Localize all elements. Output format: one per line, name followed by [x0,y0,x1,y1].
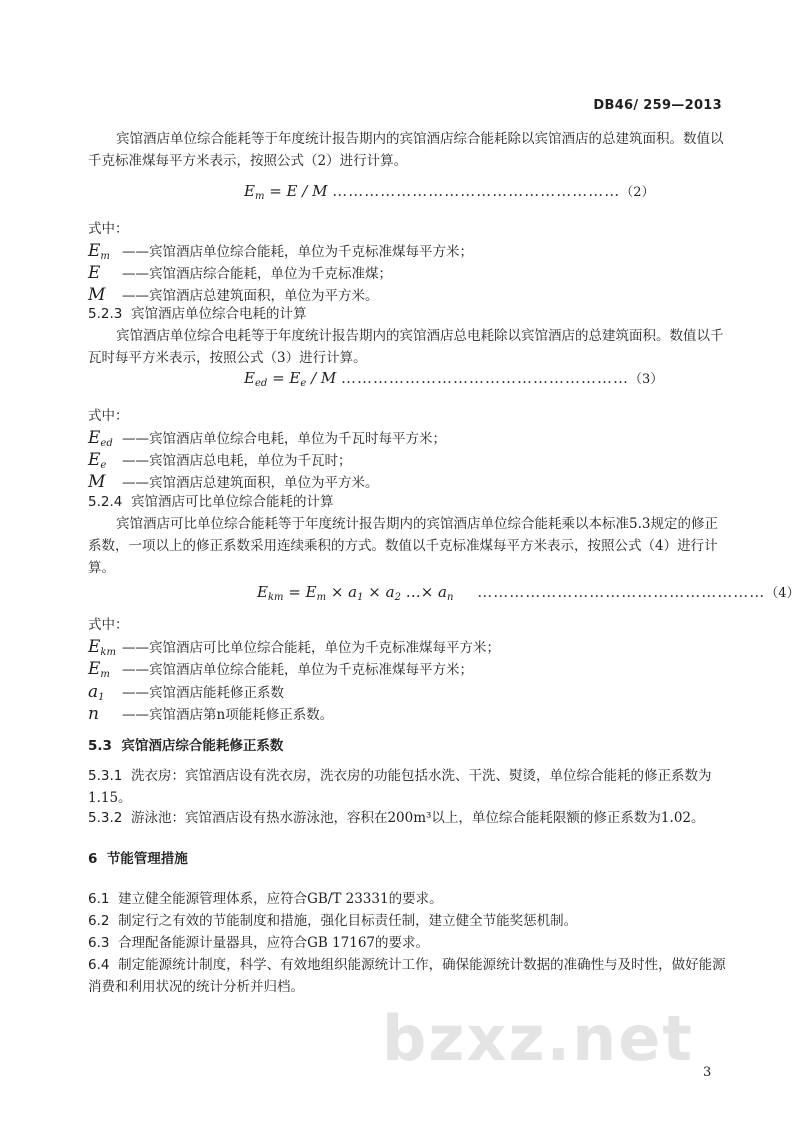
where-label: 式中： [88,221,129,237]
paragraph-5-2-3: 宾馆酒店单位综合电耗等于年度统计报告期内的宾馆酒店总电耗除以宾馆酒店的总建筑面积。数值以千瓦时每平方米表示，按照公式（3）进行计算。 [88,328,724,366]
formula-4: $E_{km} = E_m \times a_1 \times a_2$ …× $a_n$ ………………………………………………（4） [257,583,800,603]
formula-3: $E_{ed} = E_e / M$ ………………………………………………（3） [244,369,664,389]
section-heading-5-3: 5.3 宾馆酒店综合能耗修正系数 [88,738,284,754]
clause-5-3-2: 5.3.2 游泳池：宾馆酒店设有热水游泳池，容积在200m³以上，单位综合能耗限额的修正系数为1.02。 [88,810,705,826]
definition-row: $E_m$ ——宾馆酒店单位综合能耗，单位为千克标准煤每平方米； [88,659,473,680]
definition-row: $a_1$ ——宾馆酒店能耗修正系数 [88,682,284,703]
definition-row: $E_{ed}$ ——宾馆酒店单位综合电耗，单位为千瓦时每平方米； [88,428,446,449]
definition-row: $E_e$ ——宾馆酒店总电耗，单位为千瓦时； [88,450,352,471]
where-label: 式中： [88,617,129,633]
paragraph-5-2-4: 宾馆酒店可比单位综合能耗等于年度统计报告期内的宾馆酒店单位综合能耗乘以本标准5.3规定的修正系数，一项以上的修正系数采用连续乘积的方式。数值以千克标准煤每平方米表示，按照公式（4）进行计算。 [88,516,718,576]
clause-heading-5-2-3: 5.2.3 宾馆酒店单位综合电耗的计算 [88,306,307,322]
formula-2: $E_m = E / M$ ………………………………………………（2） [244,182,655,202]
list-item-6-4: 6.4 制定能源统计制度，科学、有效地组织能源统计工作，确保能源统计数据的准确性与及时性，做好能源消费和利用状况的统计分析并归档。 [88,957,726,995]
definition-row: n ——宾馆酒店第n项能耗修正系数。 [88,704,334,724]
list-item-6-2: 6.2 制定行之有效的节能制度和措施，强化目标责任制，建立健全节能奖惩机制。 [88,913,578,929]
watermark: bzxz.net [382,1002,694,1075]
document-code: DB46/ 259—2013 [593,98,722,113]
definition-row: E ——宾馆酒店综合能耗，单位为千克标准煤； [88,263,392,283]
list-item-6-1: 6.1 建立健全能源管理体系，应符合GB/T 23331的要求。 [88,891,443,907]
definition-row: M ——宾馆酒店总建筑面积，单位为平方米。 [88,472,379,492]
where-label: 式中： [88,408,129,424]
definition-row: $E_m$ ——宾馆酒店单位综合能耗，单位为千克标准煤每平方米； [88,241,473,262]
list-item-6-3: 6.3 合理配备能源计量器具，应符合GB 17167的要求。 [88,935,430,951]
clause-heading-5-2-4: 5.2.4 宾馆酒店可比单位综合能耗的计算 [88,494,334,510]
section-heading-6: 6 节能管理措施 [88,851,188,867]
page-number: 3 [703,1065,712,1080]
definition-row: M ——宾馆酒店总建筑面积，单位为平方米。 [88,285,379,305]
paragraph-intro: 宾馆酒店单位综合能耗等于年度统计报告期内的宾馆酒店综合能耗除以宾馆酒店的总建筑面积。数值以千克标准煤每平方米表示，按照公式（2）进行计算。 [88,131,724,169]
clause-5-3-1: 5.3.1 洗衣房：宾馆酒店设有洗衣房，洗衣房的功能包括水洗、干洗、熨烫，单位综合能耗的修正系数为1.15。 [88,768,712,806]
definition-row: $E_{km}$ ——宾馆酒店可比单位综合能耗，单位为千克标准煤每平方米； [88,637,500,658]
